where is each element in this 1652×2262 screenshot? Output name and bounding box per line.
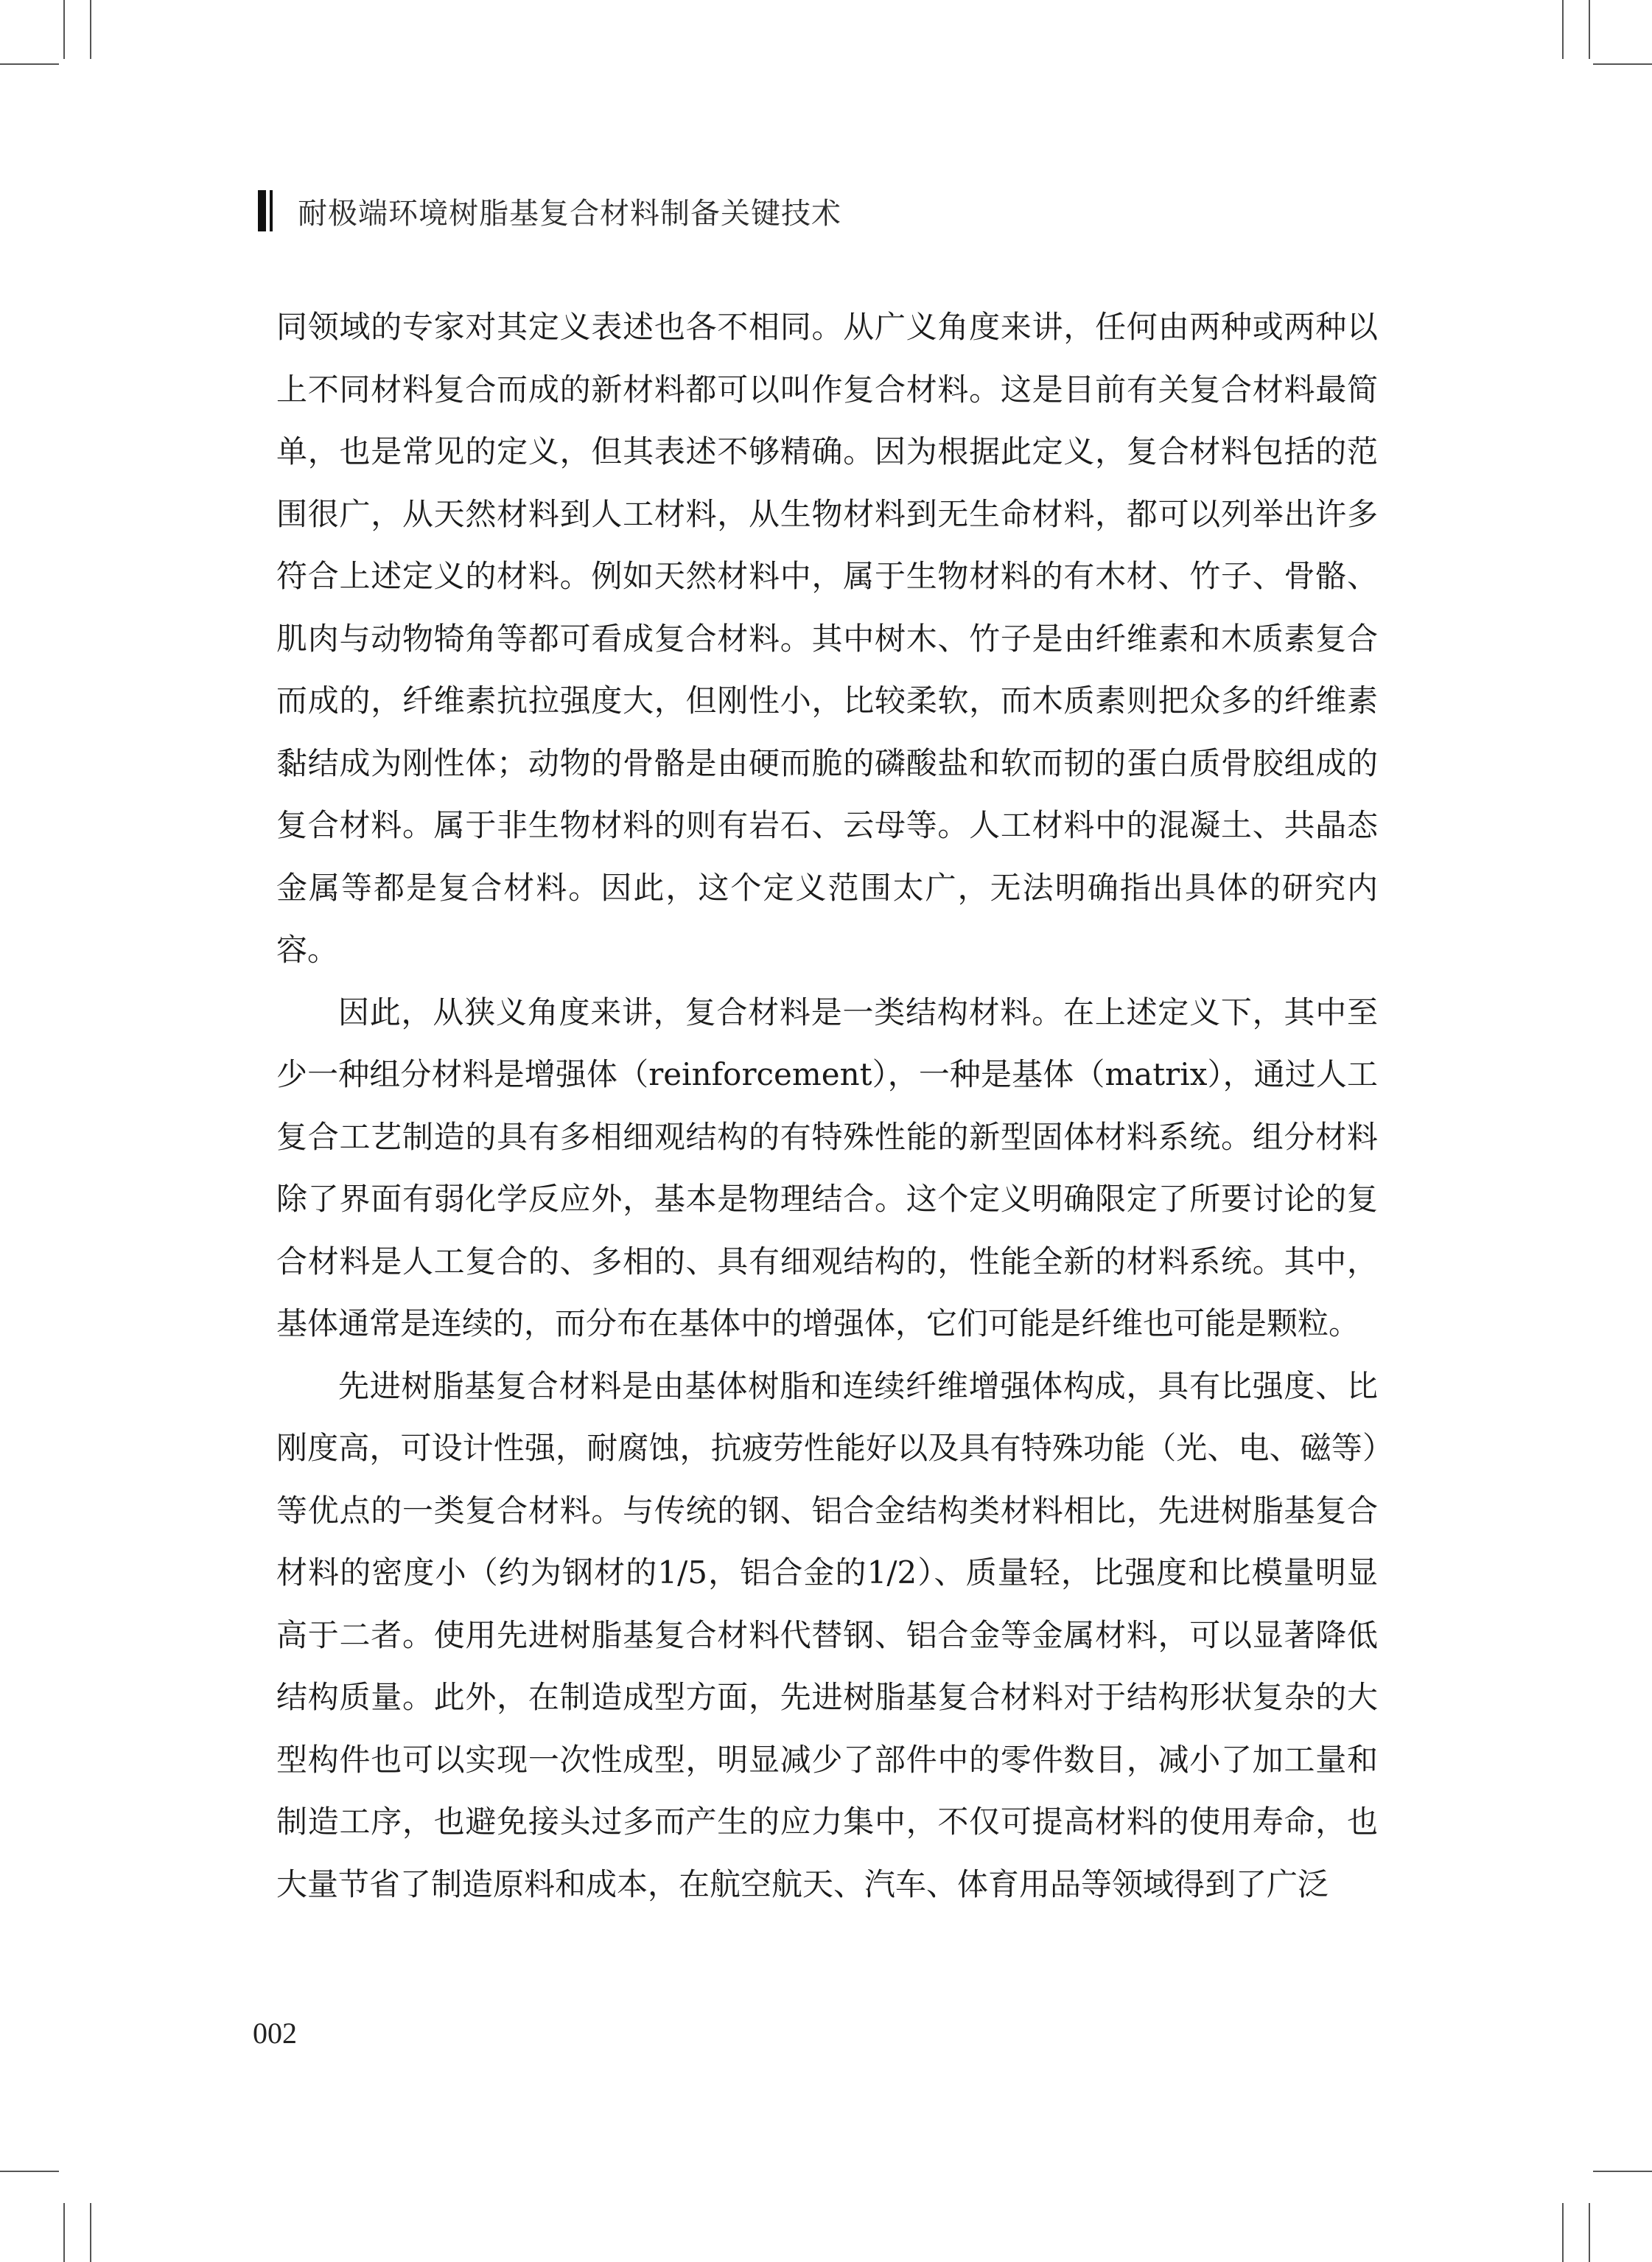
- crop-mark-bottom-left-h: [0, 2171, 59, 2172]
- crop-mark-bottom-right-v2: [1589, 2203, 1590, 2262]
- body-text: [276, 296, 1378, 1916]
- crop-mark-top-right-h: [1593, 63, 1652, 65]
- crop-mark-top-left-v1: [63, 0, 65, 59]
- crop-mark-top-right-v1: [1562, 0, 1564, 59]
- running-header: [258, 190, 841, 231]
- crop-mark-bottom-right-v1: [1562, 2203, 1564, 2262]
- crop-mark-top-right-v2: [1589, 0, 1590, 59]
- crop-mark-top-left-v2: [90, 0, 91, 59]
- crop-mark-bottom-left-v1: [63, 2203, 65, 2262]
- page-number: 002: [253, 2017, 297, 2050]
- paragraph-1: 同领域的专家对其定义表述也各不相同。从广义角度来讲，任何由两种或两种以上不同材料复合而成的新材料都可以叫作复合材料。这是目前有关复合材料最简单，也是常见的定义，但其表述不够精确。因为根据此定义，复合材料包括的范围很广，从天然材料到人工材料，从生物材料到无生命材料，都可以列举出许多符合上述定义的材料。例如天然材料中，属于生物材料的有木材、竹子、骨骼、肌肉与动物犄角等都可看成复合材料。其中树木、竹子是由纤维素和木质素复合而成的，纤维素抗拉强度大，但刚性小，比较柔软，而木质素则把众多的纤维素黏结成为刚性体；动物的骨骼是由硬而脆的磷酸盐和软而韧的蛋白质骨胶组成的复合材料。属于非生物材料的则有岩石、云母等。人工材料中的混凝土、共晶态金属等都是复合材料。因此，这个定义范围太广，无法明确指出具体的研究内容。: [276, 309, 1378, 968]
- paragraph-2: 因此，从狭义角度来讲，复合材料是一类结构材料。在上述定义下，其中至少一种组分材料是增强体（reinforcement），一种是基体（matrix），通过人工复合工艺制造的具有多相细观结构的有特殊性能的新型固体材料系统。组分材料除了界面有弱化学反应外，基本是物理结合。这个定义明确限定了所要讨论的复合材料是人工复合的、多相的、具有细观结构的，性能全新的材料系统。其中，基体通常是连续的，而分布在基体中的增强体，它们可能是纤维也可能是颗粒。: [276, 994, 1378, 1341]
- crop-mark-top-left-h: [0, 63, 59, 65]
- header-bar-thin: [270, 190, 273, 231]
- book-title: 耐极端环境树脂基复合材料制备关键技术: [298, 196, 841, 231]
- crop-mark-bottom-right-h: [1593, 2171, 1652, 2172]
- header-bar-thick: [258, 190, 266, 231]
- paragraph-3: 先进树脂基复合材料是由基体树脂和连续纤维增强体构成，具有比强度、比刚度高，可设计性强，耐腐蚀，抗疲劳性能好以及具有特殊功能（光、电、磁等）等优点的一类复合材料。与传统的钢、铝合金结构类材料相比，先进树脂基复合材料的密度小（约为钢材的1/5，铝合金的1/2）、质量轻，比强度和比模量明显高于二者。使用先进树脂基复合材料代替钢、铝合金等金属材料，可以显著降低结构质量。此外，在制造成型方面，先进树脂基复合材料对于结构形状复杂的大型构件也可以实现一次性成型，明显减少了部件中的零件数目，减小了加工量和制造工序，也避免接头过多而产生的应力集中，不仅可提高材料的使用寿命，也大量节省了制造原料和成本，在航空航天、汽车、体育用品等领域得到了广泛: [276, 1367, 1378, 1902]
- crop-mark-bottom-left-v2: [90, 2203, 91, 2262]
- header-bar-mark: [258, 190, 273, 231]
